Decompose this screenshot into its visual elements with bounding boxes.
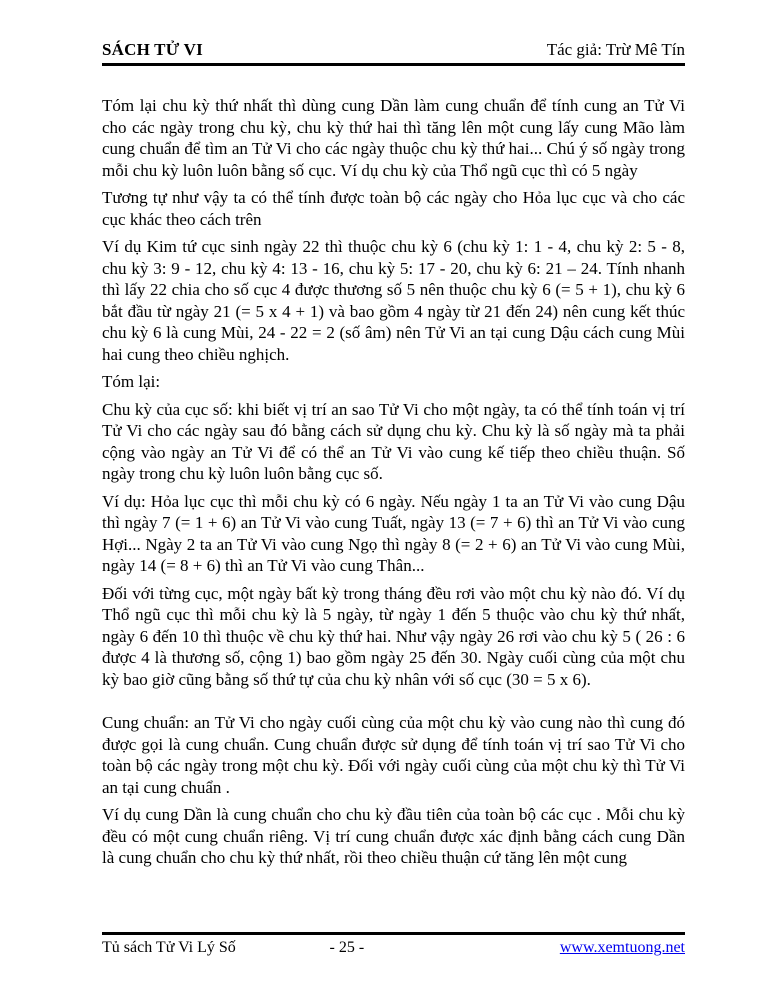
paragraph: Tóm lại: xyxy=(102,372,161,391)
footer-series-title: Tủ sách Tử Vi Lý Số xyxy=(102,939,236,956)
page-footer xyxy=(102,932,685,957)
paragraph: Ví dụ cung Dần là cung chuẩn cho chu kỳ đầu tiên của toàn bộ các cục . Mỗi chu kỳ đều có một cung chuẩn riêng. Vị trí cung chuẩn được xác định bằng cách cung Dần là cung chuẩn cho chu kỳ thứ nhất, rồi theo chiều thuận cứ tăng lên một cung xyxy=(102,805,685,867)
book-title: SÁCH TỬ VI xyxy=(102,40,203,59)
paragraph: Cung chuẩn: an Tử Vi cho ngày cuối cùng của một chu kỳ vào cung nào thì cung đó được gọi là cung chuẩn. Cung chuẩn được sử dụng để tính toán vị trí sao Tử Vi cho toàn bộ các ngày trong một chu kỳ. Đối với ngày cuối cùng của một chu kỳ thì Tử Vi an tại cung chuẩn . xyxy=(102,713,685,797)
paragraph: Ví dụ: Hỏa lục cục thì mỗi chu kỳ có 6 ngày. Nếu ngày 1 ta an Tử Vi vào cung Dậu thì ngày 7 (= 1 + 6) an Tử Vi vào cung Tuất, ngày 13 (= 7 + 6) thì an Tử Vi vào cung Hợi... Ngày 2 ta an Tử Vi vào cung Ngọ thì ngày 8 (= 2 + 6) an Tử Vi vào cung Mùi, ngày 14 (= 8 + 6) thì an Tử Vi vào cung Thân... xyxy=(102,491,685,575)
document-body xyxy=(102,95,685,875)
paragraph: Tóm lại chu kỳ thứ nhất thì dùng cung Dần làm cung chuẩn để tính cung an Tử Vi cho các ngày trong chu kỳ, chu kỳ thứ hai thì tăng lên một cung lấy cung Mão làm cung chuẩn để tìm an Tử Vi cho các ngày thuộc chu kỳ thứ hai... Chú ý số ngày trong mỗi chu kỳ luôn luôn bằng số cục. Ví dụ chu kỳ của Thổ ngũ cục thì có 5 ngày xyxy=(102,96,685,180)
paragraph: Đối với từng cục, một ngày bất kỳ trong tháng đều rơi vào một chu kỳ nào đó. Ví dụ Thổ ngũ cục thì mỗi chu kỳ là 5 ngày, từ ngày 1 đến 5 thuộc vào chu kỳ thứ nhất, ngày 6 đến 10 thì thuộc về chu kỳ thứ hai. Như vậy ngày 26 rơi vào chu kỳ 5 ( 26 : 6 được 4 là thương số, cộng 1) bao gồm ngày 25 đến 30. Ngày cuối cùng của một chu kỳ bao giờ cũng bằng số thứ tự của chu kỳ nhân với số cục (30 = 5 x 6). xyxy=(102,583,685,689)
paragraph: Tương tự như vậy ta có thể tính được toàn bộ các ngày cho Hỏa lục cục và cho các cục khác theo cách trên xyxy=(102,188,685,229)
paragraph: Chu kỳ của cục số: khi biết vị trí an sao Tử Vi cho một ngày, ta có thể tính toán vị trí Tử Vi cho các ngày sau đó bằng cách sử dụng chu kỳ. Chu kỳ là số ngày mà ta phải cộng vào ngày an Tử Vi để có thể an Tử Vi vào cung kế tiếp theo chiều thuận. Số ngày trong chu kỳ luôn luôn bằng cục số. xyxy=(102,399,685,483)
page-header xyxy=(102,40,685,66)
author-credit: Tác giả: Trừ Mê Tín xyxy=(546,40,685,59)
footer-page-number: - 25 - xyxy=(329,939,365,956)
footer-website-link[interactable]: www.xemtuong.net xyxy=(559,939,685,956)
paragraph: Ví dụ Kim tứ cục sinh ngày 22 thì thuộc chu kỳ 6 (chu kỳ 1: 1 - 4, chu kỳ 2: 5 - 8, chu kỳ 3: 9 - 12, chu kỳ 4: 13 - 16, chu kỳ 5: 17 - 20, chu kỳ 6: 21 – 24. Tính nhanh thì lấy 22 chia cho số cục 4 được thương số 5 nên thuộc chu kỳ 6 (= 5 + 1), chu kỳ 6 bắt đầu từ ngày 21 (= 5 x 4 + 1) và bao gồm 4 ngày từ 21 đến 24) nên cung kết thúc chu kỳ 6 là cung Mùi, 24 - 22 = 2 (số âm) nên Tử Vi an tại cung Dậu cách cung Mùi hai cung theo chiều nghịch. xyxy=(102,237,685,364)
